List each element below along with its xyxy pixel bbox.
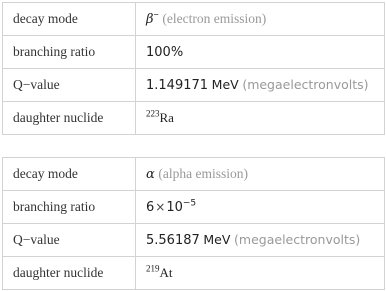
decay-mode-label: decay mode	[3, 158, 136, 191]
branching-ratio-base: 10	[166, 199, 183, 215]
daughter-nuclide-label: daughter nuclide	[3, 257, 136, 290]
times-sign: ×	[155, 199, 166, 214]
q-value-number: 1.149171	[146, 78, 209, 93]
branching-ratio-value: 100%	[136, 36, 385, 69]
alpha-decay-table	[2, 157, 385, 290]
branching-ratio-mantissa: 6	[146, 199, 155, 215]
decay-mode-row	[3, 158, 385, 191]
decay-mode-value	[136, 158, 385, 191]
daughter-nuclide-value	[136, 102, 385, 135]
alpha-symbol: α	[146, 167, 155, 182]
q-value-label: Q−value	[3, 224, 136, 257]
q-value-cell	[136, 69, 385, 102]
decay-mode-row	[3, 3, 385, 36]
q-value-row	[3, 224, 385, 257]
q-value-number: 5.56187	[146, 233, 200, 248]
branching-ratio-value	[136, 191, 385, 224]
decay-mode-value	[136, 3, 385, 36]
beta-decay-table	[2, 2, 385, 135]
beta-symbol-superscript: −	[153, 9, 159, 20]
branching-ratio-row	[3, 191, 385, 224]
branching-ratio-row	[3, 36, 385, 69]
q-value-unit-note: (megaelectronvolts)	[234, 232, 361, 247]
element-symbol: Ra	[159, 110, 174, 125]
branching-ratio-label: branching ratio	[3, 36, 136, 69]
decay-mode-label: decay mode	[3, 3, 136, 36]
branching-ratio-label: branching ratio	[3, 191, 136, 224]
mass-number: 223	[146, 108, 160, 119]
q-value-cell	[136, 224, 385, 257]
daughter-nuclide-label: daughter nuclide	[3, 102, 136, 135]
branching-ratio-exponent: −5	[182, 198, 197, 209]
element-symbol: At	[159, 265, 173, 280]
q-value-unit: MeV	[211, 77, 239, 92]
mass-number: 219	[146, 263, 160, 274]
q-value-unit-note: (megaelectronvolts)	[242, 77, 369, 92]
decay-mode-description: (electron emission)	[162, 11, 267, 26]
beta-symbol: β	[146, 12, 154, 27]
daughter-nuclide-value	[136, 257, 385, 290]
q-value-unit: MeV	[203, 232, 231, 247]
daughter-nuclide-row	[3, 257, 385, 290]
daughter-nuclide-row	[3, 102, 385, 135]
q-value-label: Q−value	[3, 69, 136, 102]
q-value-row	[3, 69, 385, 102]
decay-mode-description: (alpha emission)	[158, 166, 249, 181]
